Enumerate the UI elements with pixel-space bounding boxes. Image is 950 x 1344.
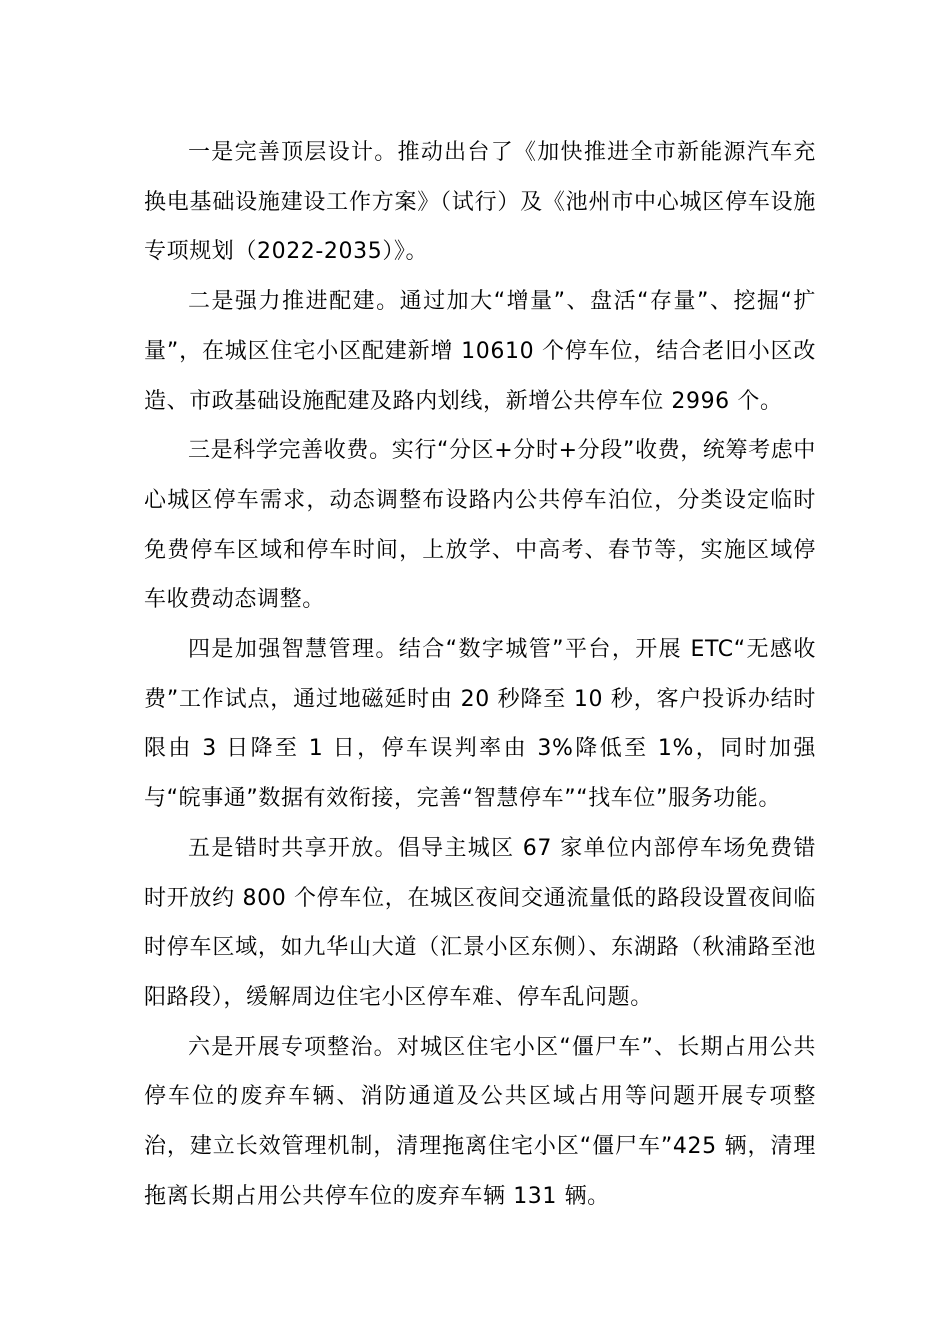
- document-body: [144, 128, 816, 1221]
- paragraph-smart-management: 四是加强智慧管理。结合“数字城管”平台，开展 ETC“无感收费”工作试点，通过地磁延时由 20 秒降至 10 秒，客户投诉办结时限由 3 日降至 1 日，停车误判率由 3%降低至 1%，同时加强与“皖事通”数据有效衔接，完善“智慧停车”“找车位”服务功能。: [144, 637, 816, 812]
- paragraph-shared-parking: 五是错时共享开放。倡导主城区 67 家单位内部停车场免费错时开放约 800 个停车位，在城区夜间交通流量低的路段设置夜间临时停车区域，如九华山大道（汇景小区东侧）、东湖路（秋浦路至池阳路段），缓解周边住宅小区停车难、停车乱问题。: [144, 835, 816, 1010]
- paragraph-parking-construction: 二是强力推进配建。通过加大“增量”、盘活“存量”、挖掘“扩量”，在城区住宅小区配建新增 10610 个停车位，结合老旧小区改造、市政基础设施配建及路内划线，新增公共停车位 2996 个。: [144, 289, 816, 414]
- paragraph-top-level-design: 一是完善顶层设计。推动出台了《加快推进全市新能源汽车充换电基础设施建设工作方案》（试行）及《池州市中心城区停车设施专项规划（2022-2035）》。: [144, 140, 816, 265]
- paragraph-special-rectification: 六是开展专项整治。对城区住宅小区“僵尸车”、长期占用公共停车位的废弃车辆、消防通道及公共区域占用等问题开展专项整治，建立长效管理机制，清理拖离住宅小区“僵尸车”425 辆，清理拖离长期占用公共停车位的废弃车辆 131 辆。: [144, 1034, 816, 1209]
- paragraph-charging-policy: 三是科学完善收费。实行“分区+分时+分段”收费，统筹考虑中心城区停车需求，动态调整布设路内公共停车泊位，分类设定临时免费停车区域和停车时间，上放学、中高考、春节等，实施区域停车收费动态调整。: [144, 438, 816, 613]
